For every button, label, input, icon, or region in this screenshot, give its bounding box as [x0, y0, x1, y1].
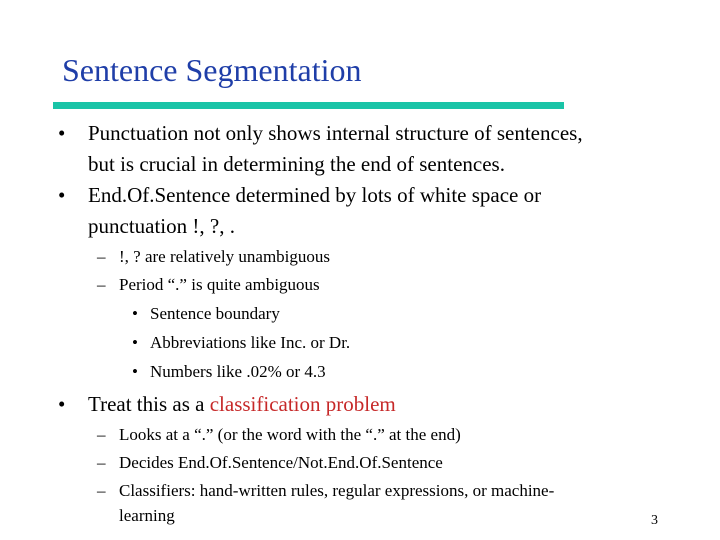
sub-bullet-text: !, ? are relatively unambiguous [119, 247, 331, 266]
sub-sub-bullet-text: Sentence boundary [150, 304, 280, 323]
bullet-text: but is crucial in determining the end of sentences. [88, 152, 505, 176]
sub-bullet-text: learning [119, 506, 175, 525]
sub-bullet-text: Classifiers: hand-written rules, regular expressions, or machine- [119, 481, 555, 500]
bullet-dot: • [58, 392, 66, 416]
sub-sub-bullet-text: Numbers like .02% or 4.3 [150, 362, 326, 381]
bullet-text: punctuation !, ?, . [88, 214, 235, 238]
dash-marker: – [97, 453, 106, 472]
dash-marker: – [97, 425, 106, 444]
highlight-text: classification problem [209, 392, 396, 416]
bullet-dot: • [132, 333, 138, 352]
dash-marker: – [97, 247, 106, 266]
page-number: 3 [651, 513, 658, 528]
sub-sub-bullet-text: Abbreviations like Inc. or Dr. [150, 333, 351, 352]
dash-marker: – [97, 275, 106, 294]
bullet-dot: • [132, 304, 138, 323]
sub-bullet-text: Period “.” is quite ambiguous [119, 275, 320, 294]
sub-bullet-text: Looks at a “.” (or the word with the “.” at the end) [119, 425, 461, 444]
bullet-text-plain: Treat this as a [88, 392, 210, 416]
title-underline [53, 102, 564, 109]
bullet-text [88, 389, 396, 420]
bullet-text: End.Of.Sentence determined by lots of white space or [88, 183, 542, 207]
bullet-dot: • [58, 183, 66, 207]
bullet-dot: • [58, 121, 66, 145]
bullet-dot: • [132, 362, 138, 381]
dash-marker: – [97, 481, 106, 500]
sub-bullet-text: Decides End.Of.Sentence/Not.End.Of.Sentence [119, 453, 443, 472]
bullet-text: Punctuation not only shows internal structure of sentences, [88, 121, 583, 145]
slide-title: Sentence Segmentation [62, 52, 362, 88]
